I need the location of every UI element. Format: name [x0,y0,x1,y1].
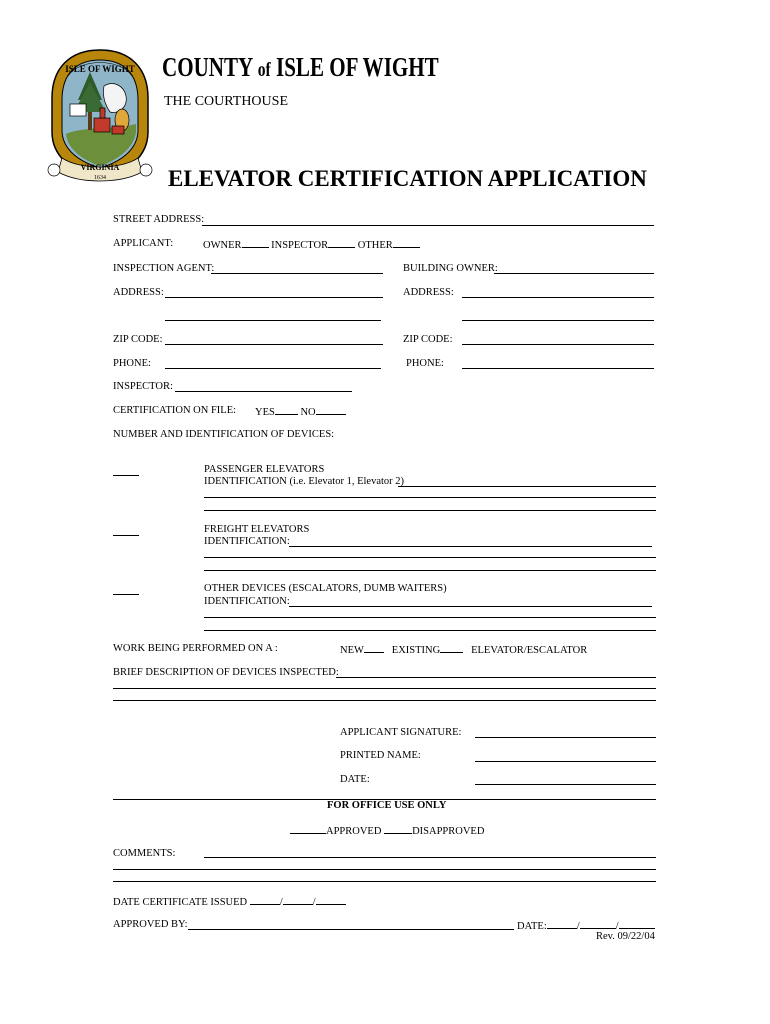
agent-phone-field[interactable] [165,368,381,369]
agent-zip-field[interactable] [165,344,383,345]
street-address-label: STREET ADDRESS: [113,214,205,225]
county-title-post: ISLE OF WIGHT [270,52,439,82]
signature-date-label: DATE: [340,774,370,785]
brief-description-label: BRIEF DESCRIPTION OF DEVICES INSPECTED: [113,667,339,678]
freight-ident-field-1[interactable] [289,546,652,547]
no-label: NO [300,407,316,418]
passenger-ident-field-2[interactable] [204,497,656,498]
other-devices-ident-field-1[interactable] [289,606,652,607]
inspector-field[interactable] [175,391,352,392]
other-devices-label: OTHER DEVICES (ESCALATORS, DUMB WAITERS) [204,583,447,594]
date-issued-label: DATE CERTIFICATE ISSUED [113,897,248,908]
freight-count-field[interactable] [113,535,139,536]
owner-address-field-1[interactable] [462,297,654,298]
elevator-escalator-label: ELEVATOR/ESCALATOR [471,645,588,656]
other-devices-count-field[interactable] [113,594,139,595]
printed-name-field[interactable] [475,761,656,762]
applicant-signature-label: APPLICANT SIGNATURE: [340,727,462,738]
approval-date-label: DATE: [517,921,547,932]
inspector-label: INSPECTOR: [113,381,173,392]
work-options[interactable] [340,643,587,657]
approval-date-day[interactable] [580,919,616,929]
owner-phone-field[interactable] [462,368,654,369]
new-label: NEW [340,645,364,656]
seal-ring-text: ISLE OF WIGHT [65,64,135,74]
work-label: WORK BEING PERFORMED ON A : [113,643,278,654]
county-title-pre: COUNTY [162,52,258,82]
date-issued-month[interactable] [250,895,280,905]
approval-date-slash-2: / [615,921,619,932]
building-owner-label: BUILDING OWNER: [403,263,498,274]
other-devices-ident-label: IDENTIFICATION: [204,596,290,607]
approved-by-label: APPROVED BY: [113,919,188,930]
brief-description-field-3[interactable] [113,700,656,701]
printed-name-label: PRINTED NAME: [340,750,421,761]
owner-address-field-2[interactable] [462,320,654,321]
comments-field-3[interactable] [113,881,656,882]
seal-ribbon-text: VIRGINIA [80,163,120,172]
owner-address-label: ADDRESS: [403,287,454,298]
disapproved-label: DISAPPROVED [412,826,485,837]
agent-address-field-1[interactable] [165,297,383,298]
approved-blank[interactable] [290,824,326,834]
other-devices-ident-field-2[interactable] [204,617,656,618]
approval-date-month[interactable] [547,919,577,929]
passenger-label: PASSENGER ELEVATORS [204,464,325,475]
comments-field-2[interactable] [113,869,656,870]
inspection-agent-label: INSPECTION AGENT: [113,263,215,274]
brief-description-field-1[interactable] [336,677,656,678]
cert-on-file-label: CERTIFICATION ON FILE: [113,405,237,416]
new-blank[interactable] [364,643,384,653]
agent-phone-label: PHONE: [113,358,151,369]
date-issued-slash-2: / [312,897,316,908]
county-title-of: of [257,59,271,81]
agent-zip-label: ZIP CODE: [113,334,163,345]
county-seal-graphic [44,46,156,186]
owner-blank[interactable] [242,238,269,248]
owner-option[interactable] [203,238,420,252]
county-seal [44,46,156,186]
agent-address-label: ADDRESS: [113,287,164,298]
approval-date-slash-1: / [576,921,580,932]
agent-address-field-2[interactable] [165,320,381,321]
brief-description-field-2[interactable] [113,688,656,689]
applicant-signature-field[interactable] [475,737,656,738]
date-issued-year[interactable] [316,895,346,905]
signature-date-field[interactable] [475,784,656,785]
county-title [162,52,439,83]
passenger-ident-label: IDENTIFICATION (i.e. Elevator 1, Elevator 2) [204,476,405,487]
owner-zip-label: ZIP CODE: [403,334,453,345]
passenger-ident-field-3[interactable] [204,510,656,511]
freight-ident-field-3[interactable] [204,570,656,571]
inspector-option-label: INSPECTOR [271,240,329,251]
building-owner-field[interactable] [494,273,654,274]
office-use-heading: FOR OFFICE USE ONLY [327,800,447,811]
comments-label: COMMENTS: [113,848,176,859]
freight-label: FREIGHT ELEVATORS [204,524,310,535]
freight-ident-label: IDENTIFICATION: [204,536,290,547]
owner-label: OWNER [203,240,242,251]
approval-options[interactable] [290,824,484,838]
devices-label: NUMBER AND IDENTIFICATION OF DEVICES: [113,429,335,440]
other-blank[interactable] [393,238,420,248]
date-issued-row [113,895,346,909]
other-label: OTHER [357,240,393,251]
comments-field-1[interactable] [204,857,656,858]
cert-on-file-options[interactable] [255,405,346,419]
freight-ident-field-2[interactable] [204,557,656,558]
passenger-count-field[interactable] [113,475,139,476]
no-blank[interactable] [316,405,346,415]
passenger-ident-field-1[interactable] [398,486,656,487]
inspection-agent-field[interactable] [211,273,383,274]
existing-blank[interactable] [440,643,463,653]
date-issued-day[interactable] [283,895,313,905]
seal-year: 1634 [94,175,106,181]
inspector-blank[interactable] [328,238,355,248]
approved-label: APPROVED [326,826,382,837]
owner-zip-field[interactable] [462,344,654,345]
courthouse-subtitle: THE COURTHOUSE [164,94,288,109]
applicant-label: APPLICANT: [113,238,174,249]
owner-phone-label: PHONE: [406,358,444,369]
yes-blank[interactable] [275,405,298,415]
approved-by-field[interactable] [188,929,514,930]
date-issued-slash-1: / [279,897,283,908]
other-devices-ident-field-3[interactable] [204,630,656,631]
existing-label: EXISTING [391,645,441,656]
revision-label: Rev. 09/22/04 [596,931,655,942]
yes-label: YES [255,407,275,418]
form-title: ELEVATOR CERTIFICATION APPLICATION [168,166,647,191]
street-address-field[interactable] [202,225,654,226]
disapproved-blank[interactable] [384,824,412,834]
approval-date-year[interactable] [619,919,655,929]
